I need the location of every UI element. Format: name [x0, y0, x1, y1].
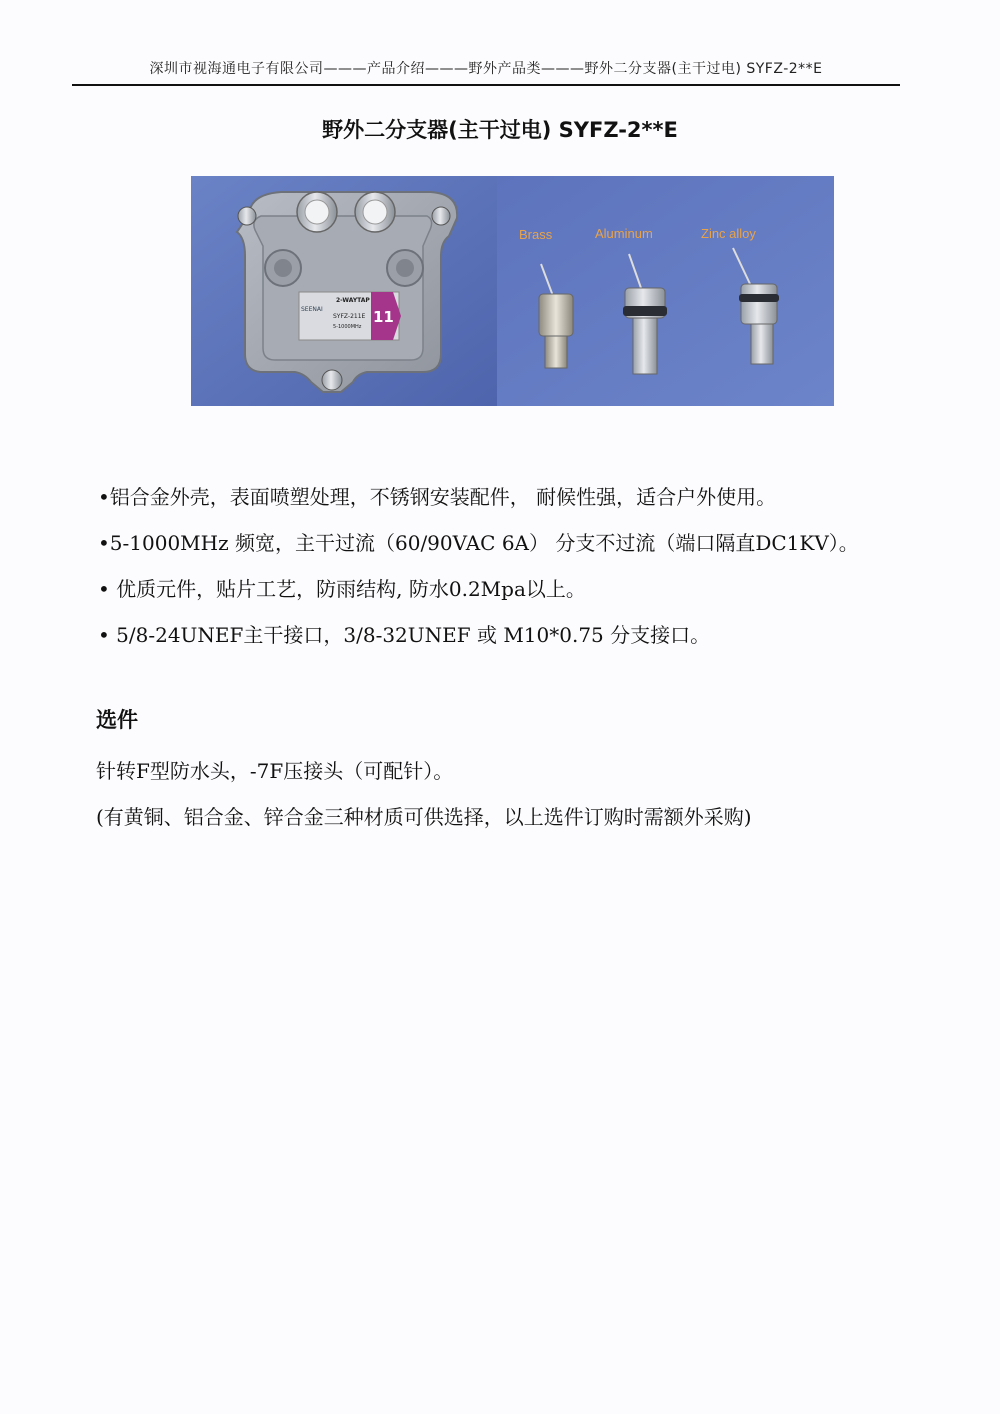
- label-brand: SEENAI: [301, 306, 323, 313]
- page-header: 深圳市视海通电子有限公司———产品介绍———野外产品类———野外二分支器(主干过电) SYFZ-2**E: [149, 61, 823, 77]
- options-heading: 选件: [96, 708, 138, 732]
- label-model: SYFZ-211E: [333, 313, 366, 320]
- option-line: 针转F型防水头，-7F压接头（可配针）。: [96, 759, 454, 783]
- label-line1: 2-WAYTAP: [336, 297, 370, 304]
- feature-item: • 优质元件，贴片工艺，防雨结构, 防水0.2Mpa以上。: [98, 577, 586, 601]
- label-tap-value: 11: [373, 308, 394, 326]
- label-freq: 5-1000MHz: [333, 324, 362, 330]
- options-list: [96, 748, 936, 840]
- feature-list: [98, 474, 918, 658]
- header-divider: [72, 84, 900, 86]
- connector-label-aluminum: Aluminum: [595, 226, 653, 241]
- product-photo: [191, 176, 834, 406]
- connector-label-zinc-alloy: Zinc alloy: [701, 226, 756, 241]
- page-title: 野外二分支器(主干过电) SYFZ-2**E: [322, 118, 678, 142]
- feature-item: • 5/8-24UNEF主干接口，3/8-32UNEF 或 M10*0.75 分支接口。: [98, 623, 711, 647]
- connector-label-brass: Brass: [519, 227, 553, 242]
- tap-device-image: [237, 192, 457, 392]
- option-line: (有黄铜、铝合金、锌合金三种材质可供选择，以上选件订购时需额外采购): [96, 805, 752, 829]
- feature-item: •铝合金外壳，表面喷塑处理，不锈钢安装配件， 耐候性强，适合户外使用。: [98, 485, 777, 509]
- feature-item: •5-1000MHz 频宽，主干过流（60/90VAC 6A） 分支不过流（端口隔直DC1KV）。: [98, 531, 859, 555]
- right-photo-background: [497, 176, 834, 406]
